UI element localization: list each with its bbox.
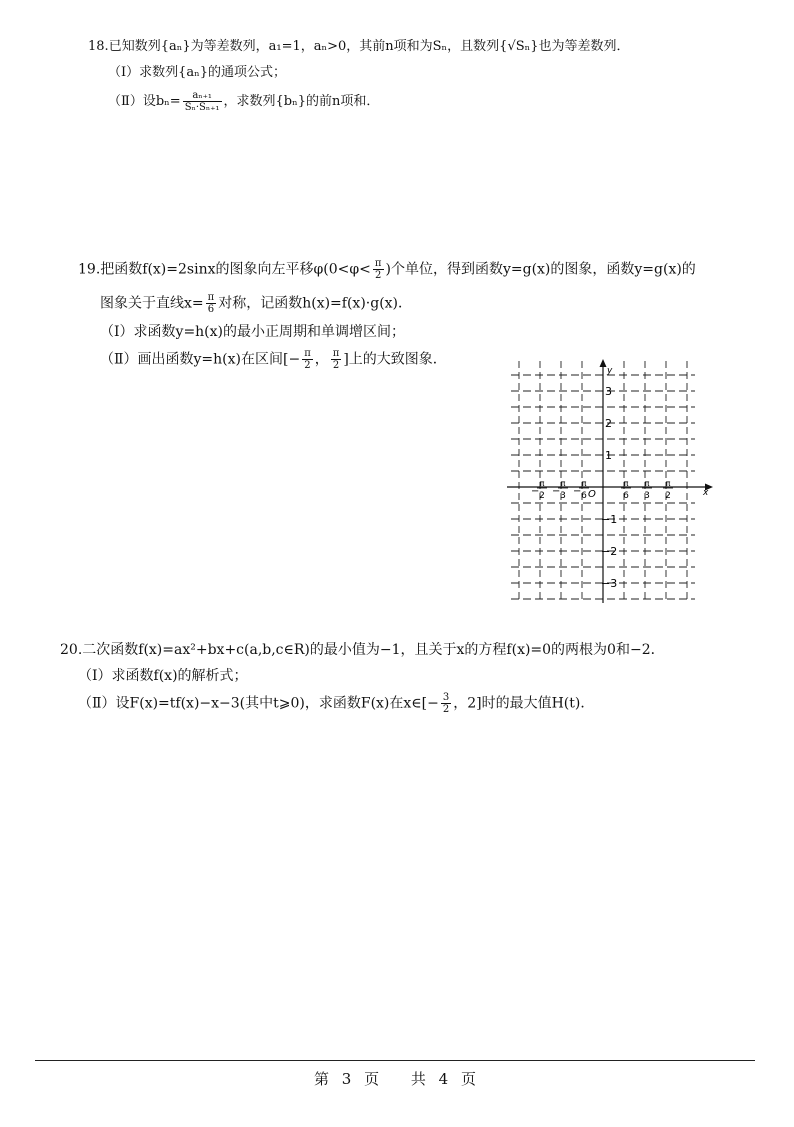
q19-line1-frac-den: 2 (375, 270, 382, 281)
y-axis-arrow-icon (600, 359, 607, 367)
x-tick-denominator: 2 (665, 491, 671, 501)
q20-part2-frac-den: 2 (442, 704, 450, 715)
q20-part2-b: ，2]时的最大值H(t)． (453, 695, 595, 712)
x-tick-label (552, 479, 568, 501)
q19-part2-sep: ， (314, 351, 329, 368)
q19-number: 19. (78, 261, 101, 278)
q19-part2-frac-left (302, 348, 313, 371)
q20-part2 (78, 692, 594, 715)
q18-part2 (108, 90, 379, 113)
x-tick-label (573, 479, 589, 501)
x-tick-label (663, 479, 673, 501)
x-tick-label (642, 479, 652, 501)
q18-frac-den: Sₙ·Sₙ₊₁ (184, 102, 220, 113)
q18-part2-post: ，求数列{bₙ}的前n项和． (223, 94, 380, 109)
y-tick-label: −1 (601, 513, 618, 526)
x-axis-label: x (703, 488, 709, 498)
q20-stem (60, 640, 665, 660)
q18-stem (88, 38, 630, 56)
q19-part2-a: （Ⅱ）画出函数y=h(x)在区间[− (100, 351, 301, 368)
y-tick-label: −2 (601, 545, 618, 558)
q19-part2-frac-right (331, 348, 342, 371)
q19-line2-frac-den: 6 (207, 304, 215, 315)
q20-number: 20. (60, 642, 83, 658)
y-tick-label: 1 (605, 449, 612, 462)
q19-line2-frac-num: π (207, 292, 215, 303)
y-tick-label: −3 (601, 577, 618, 590)
x-tick-label (531, 479, 547, 501)
q20-part2-frac-num: 3 (442, 692, 450, 703)
q19-part2-b: ]上的大致图象． (343, 351, 447, 368)
q18-number: 18. (88, 39, 109, 54)
x-tick-sign: − (531, 486, 540, 497)
q19-part2-frac-right-den: 2 (332, 360, 340, 371)
q19-part2-frac-right-num: π (332, 348, 340, 359)
x-tick-numerator: π (581, 479, 587, 488)
q18-fraction (183, 90, 222, 113)
x-tick-denominator: 6 (623, 491, 629, 501)
q20-part2-a: （Ⅱ）设F(x)=tf(x)−x−3(其中t⩾0)，求函数F(x)在x∈[− (78, 695, 439, 712)
y-axis-label: y (607, 366, 613, 376)
x-tick-numerator: π (539, 479, 545, 488)
x-tick-denominator: 2 (539, 491, 545, 501)
x-tick-numerator: π (644, 479, 650, 488)
q19-line1-frac-num: π (374, 258, 382, 269)
origin-label: O (588, 489, 596, 500)
footer-rule (35, 1060, 755, 1061)
x-tick-sign: − (572, 486, 582, 497)
x-tick-numerator: π (560, 479, 566, 488)
q19-part2 (100, 348, 447, 371)
q19-part1: （Ⅰ）求函数y=h(x)的最小正周期和单调增区间； (100, 324, 406, 340)
q19-line1-frac (373, 258, 384, 281)
x-tick-numerator: π (623, 479, 629, 488)
x-tick-denominator: 3 (644, 491, 650, 501)
q19-part2-frac-left-num: π (304, 348, 311, 359)
q19-line1-a: 把函数f(x)=2sinx的图象向左平移φ(0<φ< (100, 261, 371, 278)
x-tick-labels (531, 479, 673, 501)
q19-line1-b: )个单位，得到函数y=g(x)的图象，函数y=g(x)的 (385, 261, 696, 278)
q19-line1 (78, 258, 696, 281)
q19-line2 (100, 292, 412, 315)
q18-part1: （Ⅰ）求数列{aₙ}的通项公式； (108, 65, 287, 80)
y-tick-label: 3 (605, 385, 612, 398)
x-tick-denominator: 6 (581, 491, 587, 501)
q19-coordinate-grid (505, 355, 720, 605)
q18-frac-num: aₙ₊₁ (183, 90, 222, 102)
q18-part2-pre: （Ⅱ）设bₙ= (108, 94, 181, 109)
q20-stem-text: 二次函数f(x)=ax²+bx+c(a,b,c∈R)的最小值为−1，且关于x的方程f(x)=0的两根为0和−2． (82, 642, 665, 658)
q19-line2-a: 图象关于直线x= (100, 295, 204, 312)
page-number: 第 3 页 共 4 页 (314, 1070, 480, 1088)
q19-part2-frac-left-den: 2 (304, 360, 311, 371)
q19-line2-b: 对称，记函数h(x)=f(x)·g(x)． (218, 295, 413, 312)
y-tick-label: 2 (605, 417, 612, 430)
x-tick-sign: − (552, 486, 561, 497)
q18-stem-text: 已知数列{aₙ}为等差数列，a₁=1，aₙ>0，其前n项和为Sₙ，且数列{√Sₙ}也为等差数列． (108, 39, 630, 54)
q19-line2-frac (206, 292, 217, 315)
x-tick-denominator: 3 (560, 491, 566, 501)
q20-part1: （Ⅰ）求函数f(x)的解析式； (78, 668, 248, 684)
q20-part2-frac (441, 692, 451, 715)
x-tick-label (621, 479, 631, 501)
x-tick-numerator: π (665, 479, 671, 488)
